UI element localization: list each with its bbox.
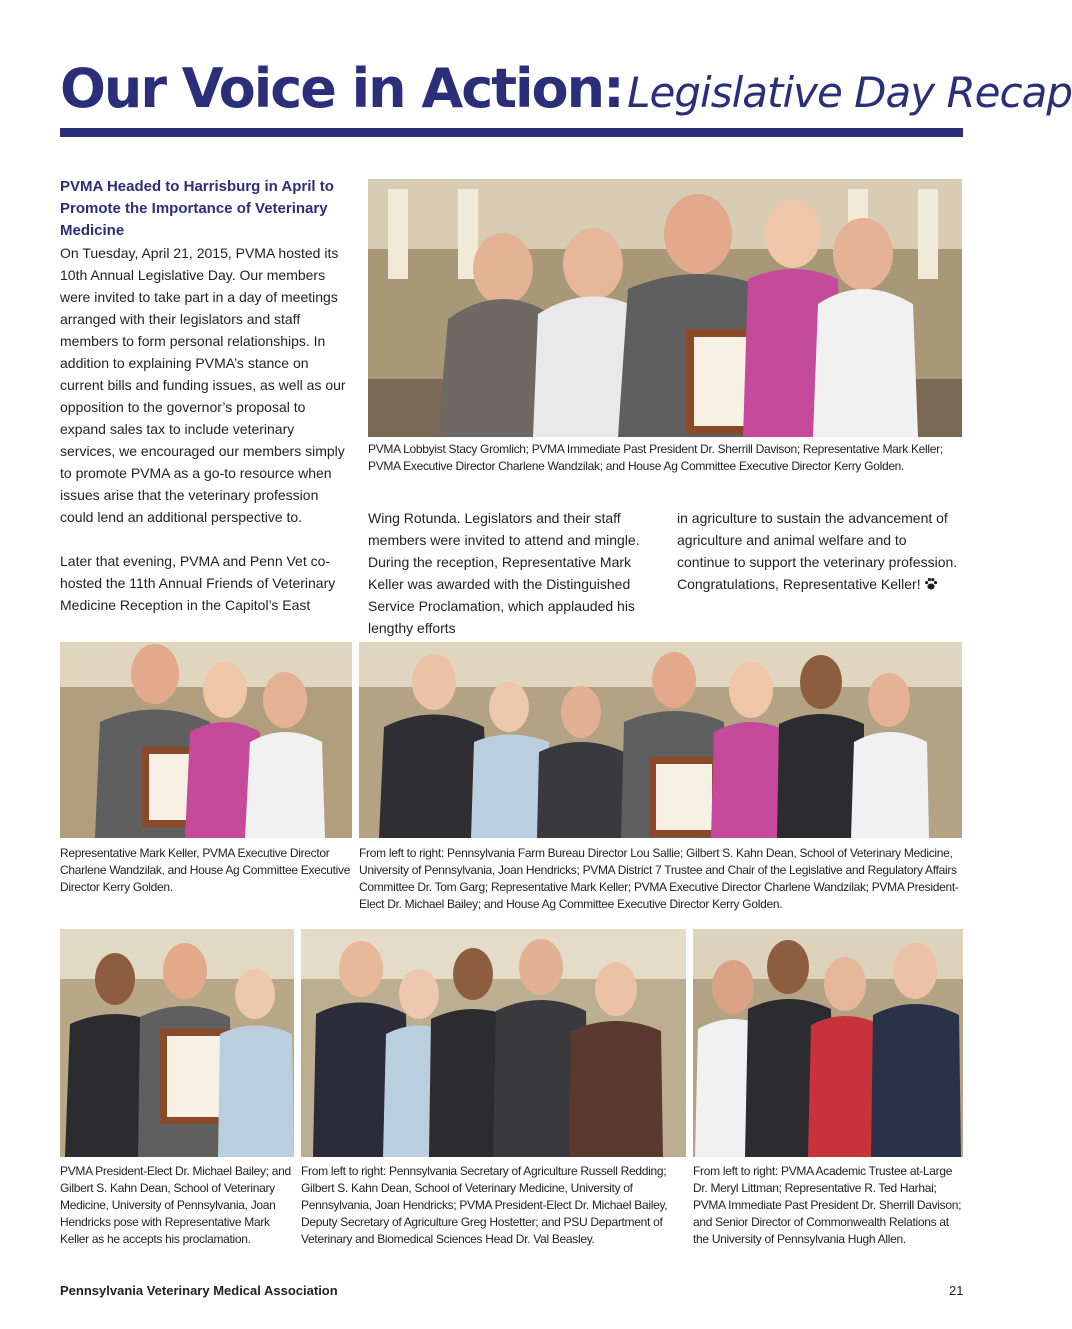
photo-mid-right-caption: From left to right: Pennsylvania Farm Bureau Director Lou Sallie; Gilbert S. Kahn Dean, School of Veterinary Medicine, University of Pennsylvania, Joan Hendricks; PVMA District 7 Trustee and Chair of the Legislative and Regulatory Affairs Committee Dr. Tom Garg; Representative Mark Keller; PVMA Executive Director Charlene Wandzilak; PVMA President-Elect Dr. Michael Bailey; and House Ag Committee Executive Director Kerry Golden.: [359, 846, 959, 911]
page-number: 21: [949, 1283, 964, 1298]
article-paragraph-2-end: [677, 507, 963, 595]
paw-icon: [924, 577, 938, 591]
page-title: [60, 57, 1072, 120]
title-sub: Legislative Day Recap: [627, 68, 1072, 117]
photo-bottom-mid: [301, 929, 686, 1157]
photo-top-caption: PVMA Lobbyist Stacy Gromlich; PVMA Immediate Past President Dr. Sherrill Davison; Representative Mark Keller; PVMA Executive Director Charlene Wandzilak; and House Ag Committee Executive Director Kerry Golden.: [368, 442, 943, 473]
photo-mid-right: [359, 642, 962, 838]
photo-bottom-left: [60, 929, 294, 1157]
article-headline: PVMA Headed to Harrisburg in April to Promote the Importance of Veterinary Medicine: [60, 178, 334, 239]
footer-publication: Pennsylvania Veterinary Medical Association: [60, 1283, 338, 1298]
article-paragraph-2-end-text: in agriculture to sustain the advancement of agriculture and animal welfare and to continue to support the veterinary profession. Congratulations, Representative Keller!: [677, 510, 958, 592]
article-paragraph-1: On Tuesday, April 21, 2015, PVMA hosted its 10th Annual Legislative Day. Our members were invited to take part in a day of meetings arranged with their legislators and staff members to form personal relationships. In addition to explaining PVMA’s stance on current bills and funding issues, as well as our opposition to the governor’s proposal to expand sales tax to include veterinary services, we encouraged our members simply to promote PVMA as a go-to resource when issues arise that the veterinary profession could lend an additional perspective to.: [60, 245, 346, 525]
photo-bottom-mid-caption: From left to right: Pennsylvania Secretary of Agriculture Russell Redding; Gilbert S. Kahn Dean, School of Veterinary Medicine, University of Pennsylvania, Joan Hendricks; PVMA President-Elect Dr. Michael Bailey, Deputy Secretary of Agriculture Greg Hostetter; and PSU Department of Veterinary and Biomedical Sciences Head Dr. Val Beasley.: [301, 1164, 668, 1246]
photo-bottom-right-caption: From left to right: PVMA Academic Trustee at-Large Dr. Meryl Littman; Representative R. Ted Harhai; PVMA Immediate Past President Dr. Sherrill Davison; and Senior Director of Commonwealth Relations at the University of Pennsylvania Hugh Allen.: [693, 1164, 962, 1246]
photo-bottom-left-caption: PVMA President-Elect Dr. Michael Bailey; and Gilbert S. Kahn Dean, School of Veterinary Medicine, University of Pennsylvania, Joan Hendricks pose with Representative Mark Keller as he accepts his proclamation.: [60, 1164, 291, 1246]
photo-top: [368, 179, 962, 437]
photo-mid-left-caption: Representative Mark Keller, PVMA Executive Director Charlene Wandzilak, and House Ag Committee Executive Director Kerry Golden.: [60, 846, 351, 894]
photo-mid-left: [60, 642, 352, 838]
title-main: Our Voice in Action:: [60, 57, 623, 120]
photo-bottom-right: [693, 929, 963, 1157]
title-rule: [60, 128, 963, 137]
article-paragraph-2: Later that evening, PVMA and Penn Vet co-hosted the 11th Annual Friends of Veterinary Medicine Reception in the Capitol’s East: [60, 553, 336, 613]
article-paragraph-2-cont: Wing Rotunda. Legislators and their staff members were invited to attend and mingle. During the reception, Representative Mark Keller was awarded with the Distinguished Service Proclamation, which applauded his lengthy efforts: [368, 510, 640, 636]
